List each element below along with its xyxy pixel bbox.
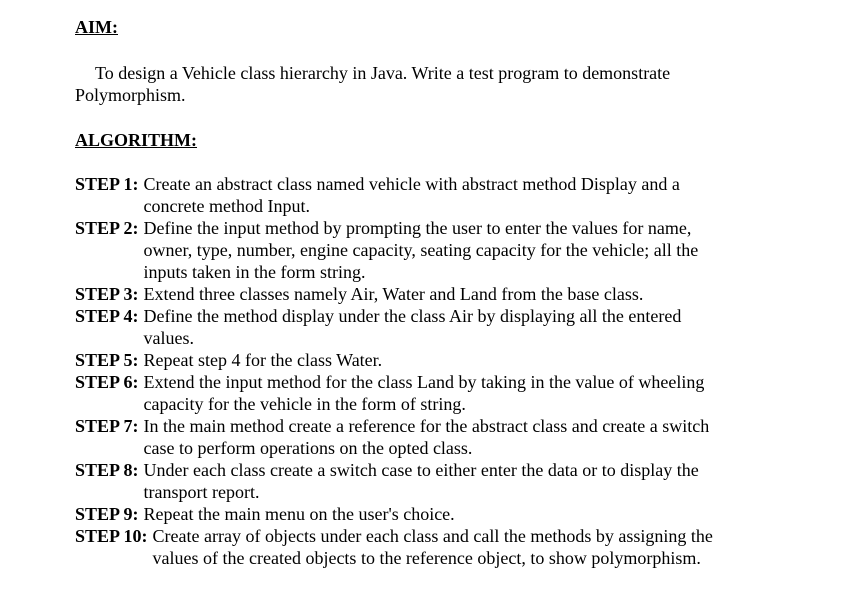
algorithm-step-10	[75, 525, 795, 569]
step-text-line: concrete method Input.	[143, 196, 310, 216]
algorithm-step-4	[75, 305, 795, 349]
step-text-line: transport report.	[143, 482, 260, 502]
step-label: STEP 4:	[75, 306, 139, 326]
step-text-line: owner, type, number, engine capacity, seating capacity for the vehicle; all the	[143, 240, 699, 260]
step-label: STEP 3:	[75, 284, 139, 304]
step-text-line: Create array of objects under each class and call the methods by assigning the	[152, 526, 713, 546]
algorithm-step-3	[75, 283, 795, 305]
step-text-line: inputs taken in the form string.	[143, 262, 366, 282]
step-text-line: values.	[143, 328, 195, 348]
step-text-line: values of the created objects to the reference object, to show polymorphism.	[152, 548, 701, 568]
step-text	[139, 283, 795, 305]
step-text	[139, 459, 795, 503]
step-text-line: Extend three classes namely Air, Water and Land from the base class.	[143, 284, 644, 304]
step-text-line: Define the method display under the class Air by displaying all the entered	[143, 306, 682, 326]
step-text-line: Repeat the main menu on the user's choice.	[143, 504, 455, 524]
step-label: STEP 10:	[75, 526, 148, 546]
aim-text-line-1: To design a Vehicle class hierarchy in Java. Write a test program to demonstrate	[95, 63, 671, 83]
step-text-line: In the main method create a reference for the abstract class and create a switch	[143, 416, 710, 436]
step-label: STEP 2:	[75, 218, 139, 238]
aim-heading: AIM:	[75, 17, 118, 37]
step-label: STEP 1:	[75, 174, 139, 194]
step-text-line: case to perform operations on the opted class.	[143, 438, 473, 458]
step-text-line: Define the input method by prompting the user to enter the values for name,	[143, 218, 692, 238]
step-text	[139, 503, 795, 525]
step-label: STEP 5:	[75, 350, 139, 370]
step-text	[139, 349, 795, 371]
step-text	[148, 525, 795, 569]
algorithm-steps	[75, 173, 795, 569]
step-label: STEP 7:	[75, 416, 139, 436]
step-text	[139, 217, 795, 283]
step-label: STEP 9:	[75, 504, 139, 524]
aim-text-line-2: Polymorphism.	[75, 85, 186, 105]
step-label: STEP 6:	[75, 372, 139, 392]
step-text	[139, 371, 795, 415]
step-text-line: Create an abstract class named vehicle with abstract method Display and a	[143, 174, 680, 194]
algorithm-step-5	[75, 349, 795, 371]
step-text	[139, 415, 795, 459]
step-text-line: Under each class create a switch case to either enter the data or to display the	[143, 460, 699, 480]
step-text-line: Extend the input method for the class Land by taking in the value of wheeling	[143, 372, 705, 392]
algorithm-step-7	[75, 415, 795, 459]
algorithm-step-1	[75, 173, 795, 217]
step-text-line: capacity for the vehicle in the form of string.	[143, 394, 466, 414]
algorithm-step-9	[75, 503, 795, 525]
step-text	[139, 173, 795, 217]
algorithm-step-2	[75, 217, 795, 283]
algorithm-step-8	[75, 459, 795, 503]
aim-text	[75, 62, 755, 106]
step-label: STEP 8:	[75, 460, 139, 480]
algorithm-step-6	[75, 371, 795, 415]
algorithm-heading: ALGORITHM:	[75, 130, 198, 150]
step-text-line: Repeat step 4 for the class Water.	[143, 350, 383, 370]
step-text	[139, 305, 795, 349]
